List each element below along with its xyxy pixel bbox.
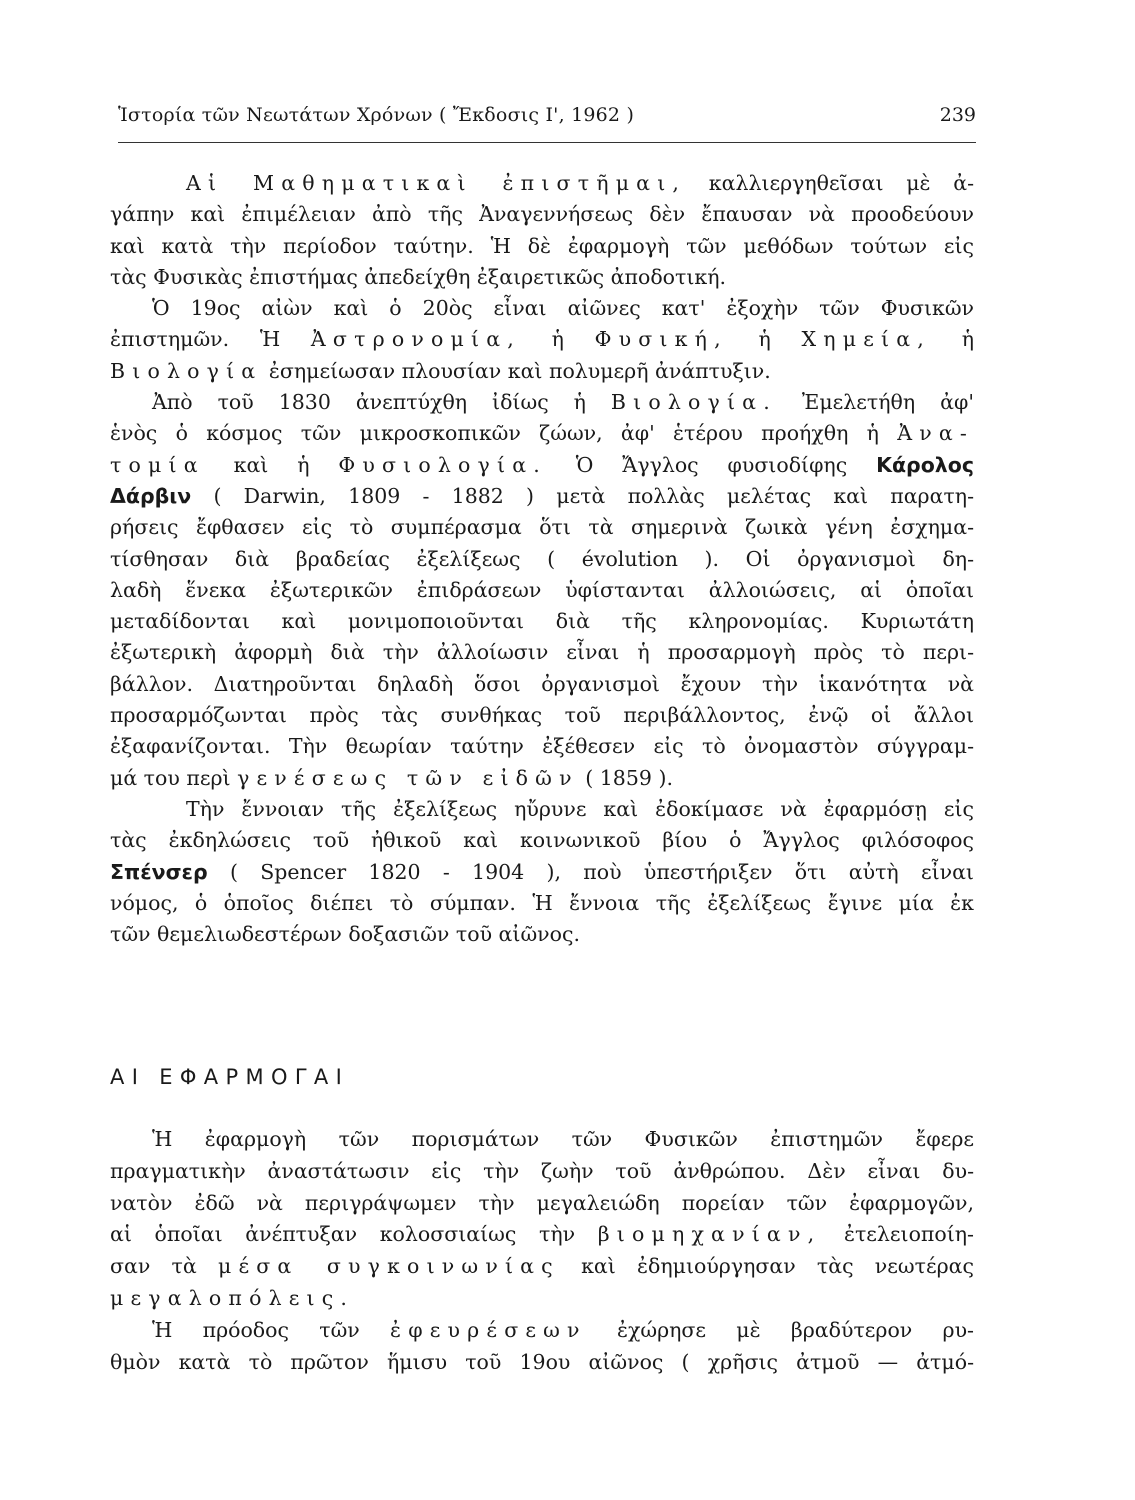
text-line: [110, 857, 974, 888]
text-line: τίσθησαν διὰ βραδείας ἐξελίξεως ( évolution ). Οἱ ὀργανισμοὶ δη-: [110, 546, 974, 571]
spaced-text: ἐφευρέσεων: [390, 1317, 587, 1342]
text-line: νόμος, ὁ ὁποῖος διέπει τὸ σύμπαν. Ἡ ἔννοια τῆς ἐξελίξεως ἔγινε μία ἐκ: [110, 890, 974, 915]
spaced-text: Φυσιολογία.: [338, 452, 547, 477]
text-segment: σαν τὰ: [110, 1254, 197, 1279]
text-line: [110, 168, 974, 199]
text-segment: Ἀπὸ τοῦ 1830 ἀνεπτύχθη ἰδίως ἡ: [152, 390, 586, 415]
main-text: [110, 168, 974, 950]
text-segment: ἡ: [961, 327, 974, 352]
text-segment: μά του περὶ: [110, 765, 231, 790]
text-line: βάλλον. Διατηροῦνται δηλαδὴ ὅσοι ὀργανισμοὶ ἔχουν τὴν ἱκανότητα νὰ: [110, 671, 974, 696]
text-segment: ἐτελειοποίη-: [843, 1222, 974, 1247]
text-segment: καὶ ἡ: [233, 452, 310, 477]
text-line: [110, 1219, 974, 1251]
bold-name: Κάρολος: [876, 452, 974, 477]
text-line: ρήσεις ἔφθασεν εἰς τὸ συμπέρασμα ὅτι τὰ σημερινὰ ζωικὰ γένη ἐσχημα-: [110, 515, 974, 540]
running-title: Ἱστορία τῶν Νεωτάτων Χρόνων ( Ἔκδοσις Ι', 1962 ): [118, 104, 635, 126]
running-header: [118, 102, 976, 143]
spaced-text: Ἀστρονομία,: [310, 327, 521, 352]
text-line: [110, 450, 974, 481]
text-line: [110, 356, 974, 387]
text-line: [110, 418, 974, 449]
text-line: [110, 763, 974, 794]
text-line: [110, 1315, 974, 1347]
text-line: Ὁ 19ος αἰὼν καὶ ὁ 20ὸς εἶναι αἰῶνες κατ' ἐξοχὴν τῶν Φυσικῶν: [152, 296, 974, 321]
text-segment: ἐσημείωσαν πλουσίαν καὶ πολυμερῆ ἀνάπτυξιν.: [268, 358, 771, 383]
text-segment: ( Spencer 1820 - 1904 ), ποὺ ὑπεστήριξεν ὅτι αὐτὴ εἶναι: [229, 859, 974, 884]
bold-name: Σπένσερ: [110, 859, 208, 884]
text-line: γάπην καὶ ἐπιμέλειαν ἀπὸ τῆς Ἀναγεννήσεως δὲν ἔπαυσαν νὰ προοδεύουν: [110, 202, 974, 227]
text-segment: Ἡ πρόοδος τῶν: [152, 1317, 360, 1342]
text-segment: ἐπιστημῶν. Ἡ: [110, 327, 281, 352]
text-line: θμὸν κατὰ τὸ πρῶτον ἥμισυ τοῦ 19ου αἰῶνος ( χρῆσις ἀτμοῦ — ἀτμό-: [110, 1349, 974, 1374]
text-segment: ἐχώρησε μὲ βραδύτερον ρυ-: [616, 1317, 974, 1342]
text-line: [110, 481, 974, 512]
text-line: προσαρμόζωνται πρὸς τὰς συνθήκας τοῦ περιβάλλοντος, ἐνῷ οἱ ἄλλοι: [110, 703, 974, 728]
text-line: Τὴν ἔννοιαν τῆς ἐξελίξεως ηὔρυνε καὶ ἐδοκίμασε νὰ ἐφαρμόσῃ εἰς: [186, 796, 974, 821]
text-line: [110, 1251, 974, 1283]
text-line: τὰς Φυσικὰς ἐπιστήμας ἀπεδείχθη ἐξαιρετικῶς ἀποδοτική.: [110, 264, 727, 289]
text-segment: καλλιεργηθεῖσαι μὲ ἀ-: [708, 171, 974, 195]
spaced-text: Ἀνα-: [897, 421, 974, 446]
spaced-text: Αἱ Μαθηματικαὶ ἐπιστῆμαι,: [186, 171, 687, 195]
text-line: [110, 1283, 974, 1315]
text-segment: ἑνὸς ὁ κόσμος τῶν μικροσκοπικῶν ζώων, ἀφ' ἑτέρου προήχθη ἡ: [110, 421, 879, 446]
text-segment: Ἐμελετήθη ἀφ': [801, 390, 974, 415]
text-line: [110, 324, 974, 355]
text-line: ἐξωτερικὴ ἀφορμὴ διὰ τὴν ἀλλοίωσιν εἶναι ἡ προσαρμογὴ πρὸς τὸ περι-: [110, 640, 974, 665]
spaced-text: Χημεία,: [801, 327, 931, 352]
spaced-text: μεγαλοπόλεις.: [110, 1285, 355, 1310]
text-line: ἐξαφανίζονται. Τὴν θεωρίαν ταύτην ἐξέθεσεν εἰς τὸ ὀνομαστὸν σύγγραμ-: [110, 734, 974, 759]
spaced-text: μέσα συγκοινωνίας: [217, 1254, 560, 1279]
spaced-text: Βιολογία.: [610, 390, 777, 415]
text-line: λαδὴ ἕνεκα ἐξωτερικῶν ἐπιδράσεων ὑφίστανται ἀλλοιώσεις, αἱ ὁποῖαι: [110, 577, 974, 602]
section-heading: ΑΙ ΕΦΑΡΜΟΓΑΙ: [110, 1065, 350, 1089]
text-segment: ἡ: [758, 327, 771, 352]
text-line: Ἡ ἐφαρμογὴ τῶν πορισμάτων τῶν Φυσικῶν ἐπιστημῶν ἔφερε: [152, 1127, 974, 1151]
text-line: τῶν θεμελιωδεστέρων δοξασιῶν τοῦ αἰῶνος.: [110, 922, 580, 947]
page-number: 239: [939, 104, 976, 126]
bold-name: Δάρβιν: [110, 483, 192, 508]
text-segment: καὶ ἐδημιούργησαν τὰς νεωτέρας: [581, 1254, 974, 1279]
text-segment: ἡ: [551, 327, 564, 352]
text-line: πραγματικὴν ἀναστάτωσιν εἰς τὴν ζωὴν τοῦ ἀνθρώπου. Δὲν εἶναι δυ-: [110, 1158, 974, 1183]
spaced-text: τομία: [110, 452, 205, 477]
text-line: τὰς ἐκδηλώσεις τοῦ ἠθικοῦ καὶ κοινωνικοῦ βίου ὁ Ἄγγλος φιλόσοφος: [110, 828, 974, 853]
text-line: καὶ κατὰ τὴν περίοδον ταύτην. Ἡ δὲ ἐφαρμογὴ τῶν μεθόδων τούτων εἰς: [110, 233, 974, 258]
spaced-text: βιομηχανίαν,: [597, 1222, 822, 1247]
spaced-text: Φυσική,: [594, 327, 728, 352]
text-segment: ( 1859 ).: [585, 765, 673, 790]
spaced-text: γενέσεως τῶν εἰδῶν: [237, 765, 579, 790]
spaced-text: Βιολογία: [110, 358, 263, 383]
text-line: [110, 387, 974, 418]
text-segment: Ὁ Ἄγγλος φυσιοδίφης: [575, 452, 848, 477]
text-segment: αἱ ὁποῖαι ἀνέπτυξαν κολοσσιαίως τὴν: [110, 1222, 576, 1247]
text-line: μεταδίδονται καὶ μονιμοποιοῦνται διὰ τῆς κληρονομίας. Κυριωτάτη: [110, 609, 974, 634]
section-text: [110, 1124, 974, 1378]
text-segment: ( Darwin, 1809 - 1882 ) μετὰ πολλὰς μελέτας καὶ παρατη-: [213, 483, 974, 508]
text-line: νατὸν ἐδῶ νὰ περιγράψωμεν τὴν μεγαλειώδη πορείαν τῶν ἐφαρμογῶν,: [110, 1190, 974, 1215]
